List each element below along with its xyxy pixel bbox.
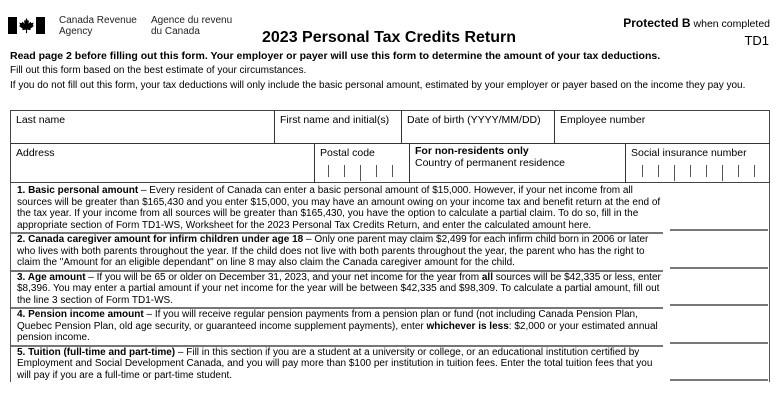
agency-name-english: [59, 15, 137, 37]
agency-fr-line2: du Canada: [151, 26, 200, 37]
line-description: [17, 185, 662, 231]
line-description: [17, 309, 662, 344]
line-divider: [11, 270, 663, 272]
sin-boxes: [642, 165, 770, 181]
sin-label: Social insurance number: [631, 147, 747, 159]
line-description: [17, 272, 662, 307]
protected-suffix: when completed: [693, 18, 770, 30]
line-title: 4. Pension income amount: [17, 309, 144, 320]
canada-flag-icon: [8, 17, 45, 34]
form-title: 2023 Personal Tax Credits Return: [262, 29, 517, 46]
amount-input-line-2[interactable]: [670, 267, 768, 269]
form-code: TD1: [744, 33, 769, 48]
tax-credit-line-5: [11, 345, 769, 383]
intro-line-2: Fill out this form based on the best estimate of your circumstances.: [10, 65, 307, 76]
tax-credit-lines: [10, 183, 770, 382]
sin-field[interactable]: [626, 144, 770, 183]
line-title: 5. Tuition (full-time and part-time): [17, 346, 176, 358]
employee-number-field[interactable]: [555, 111, 770, 144]
line-text-segment: – Only one parent may claim $2,499 for each infirm child born in 2006 or later who lives with both parents throughout the year. If the child does not live with both parents throughout the year, the parent who has the right to claim the "Amount for an eligible dependant" on line 8 may also claim the Canada caregiver amount for the child.: [17, 234, 649, 268]
intro-instructions: [10, 50, 770, 95]
form-header: [0, 0, 775, 50]
protected-label: Protected B: [623, 16, 691, 30]
date-of-birth-label: Date of birth (YYYY/MM/DD): [407, 114, 541, 126]
last-name-field[interactable]: [11, 111, 275, 144]
line-text-segment: – Fill in this section if you are a student at a university or college, or an educational institution certified by Employment and Social Development Canada, and you will pay more than $100 per institution in tuition fees. Enter the total tuition fees that you will pay if you are a full-time or part-time student.: [17, 346, 653, 381]
line-text-segment: – If you will be 65 or older on December 31, 2023, and your net income for the year from: [85, 271, 482, 283]
amount-input-line-1[interactable]: [670, 229, 768, 231]
agency-en-line1: Canada Revenue: [59, 15, 137, 26]
non-resident-label: For non-residents only: [415, 145, 529, 157]
address-label: Address: [16, 147, 55, 159]
line-text-segment: – Every resident of Canada can enter a basic personal amount of $15,000. However, if your net income from all sources will be greater than $165,430 and you enter $15,000, you may have an amount owing on your income tax and benefit return at the end of the tax year. If your income from all sources will be greater than $165,430, you have the option to calculate a partial claim. To do so, fill in the appropriate section of Form TD1-WS, Worksheet for the 2023 Personal Tax Credits Return, and enter the calculated amount here.: [17, 185, 661, 231]
line-divider: [11, 307, 663, 309]
date-of-birth-field[interactable]: [402, 111, 555, 144]
postal-code-field[interactable]: [315, 144, 410, 183]
line-description: [17, 347, 662, 382]
postal-code-label: Postal code: [320, 147, 375, 159]
protected-notice: [623, 16, 770, 30]
line-divider: [11, 232, 663, 234]
line-title: 2. Canada caregiver amount for infirm children under age 18: [17, 234, 304, 245]
country-of-residence-field[interactable]: [410, 144, 626, 183]
postal-code-boxes: [328, 165, 408, 181]
employee-number-label: Employee number: [560, 114, 646, 126]
amount-input-line-3[interactable]: [670, 304, 768, 306]
line-text-segment: : $2,000 or your estimated annual pension income.: [17, 320, 658, 343]
address-field[interactable]: [11, 144, 315, 183]
agency-fr-line1: Agence du revenu: [151, 15, 233, 26]
intro-line-3: If you do not fill out this form, your tax deductions will only include the basic personal amount, estimated by your employer or payer based on the income they pay you.: [10, 80, 746, 91]
line-description: [17, 234, 662, 269]
line-text-segment: sources will be $42,335 or less, enter $8,396. You may enter a partial amount if your net income for the year will be between $42,335 and $98,309. To calculate a partial amount, fill out the line 3 section of Form TD1-WS.: [17, 271, 661, 306]
amount-input-line-5[interactable]: [670, 379, 768, 381]
line-title: 3. Age amount: [17, 271, 86, 283]
identification-grid: [10, 110, 770, 183]
tax-credit-line-4: [11, 307, 769, 345]
first-name-field[interactable]: [275, 111, 402, 144]
line-title: 1. Basic personal amount: [17, 185, 139, 196]
tax-credit-line-2: [11, 232, 769, 270]
last-name-label: Last name: [16, 114, 66, 126]
tax-credit-line-1: [11, 183, 769, 232]
line-text-segment: – If you will receive regular pension payments from a pension plan or fund (not including Canada Pension Plan, Quebec Pension Plan, old age security, or guaranteed income supplement payments), enter: [17, 309, 638, 332]
tax-credit-line-3: [11, 270, 769, 308]
amount-input-line-4[interactable]: [670, 342, 768, 344]
line-divider: [11, 345, 663, 347]
emphasis-text: all: [481, 271, 493, 283]
agency-en-line2: Agency: [59, 26, 93, 37]
emphasis-text: whichever is less: [426, 320, 509, 332]
maple-leaf-icon: [18, 17, 35, 34]
intro-bold-line: Read page 2 before filling out this form. Your employer or payer will use this form to determine the amount of your tax deductions.: [10, 50, 661, 62]
country-label: Country of permanent residence: [415, 157, 565, 169]
agency-name-french: [151, 15, 233, 37]
first-name-label: First name and initial(s): [280, 114, 390, 126]
